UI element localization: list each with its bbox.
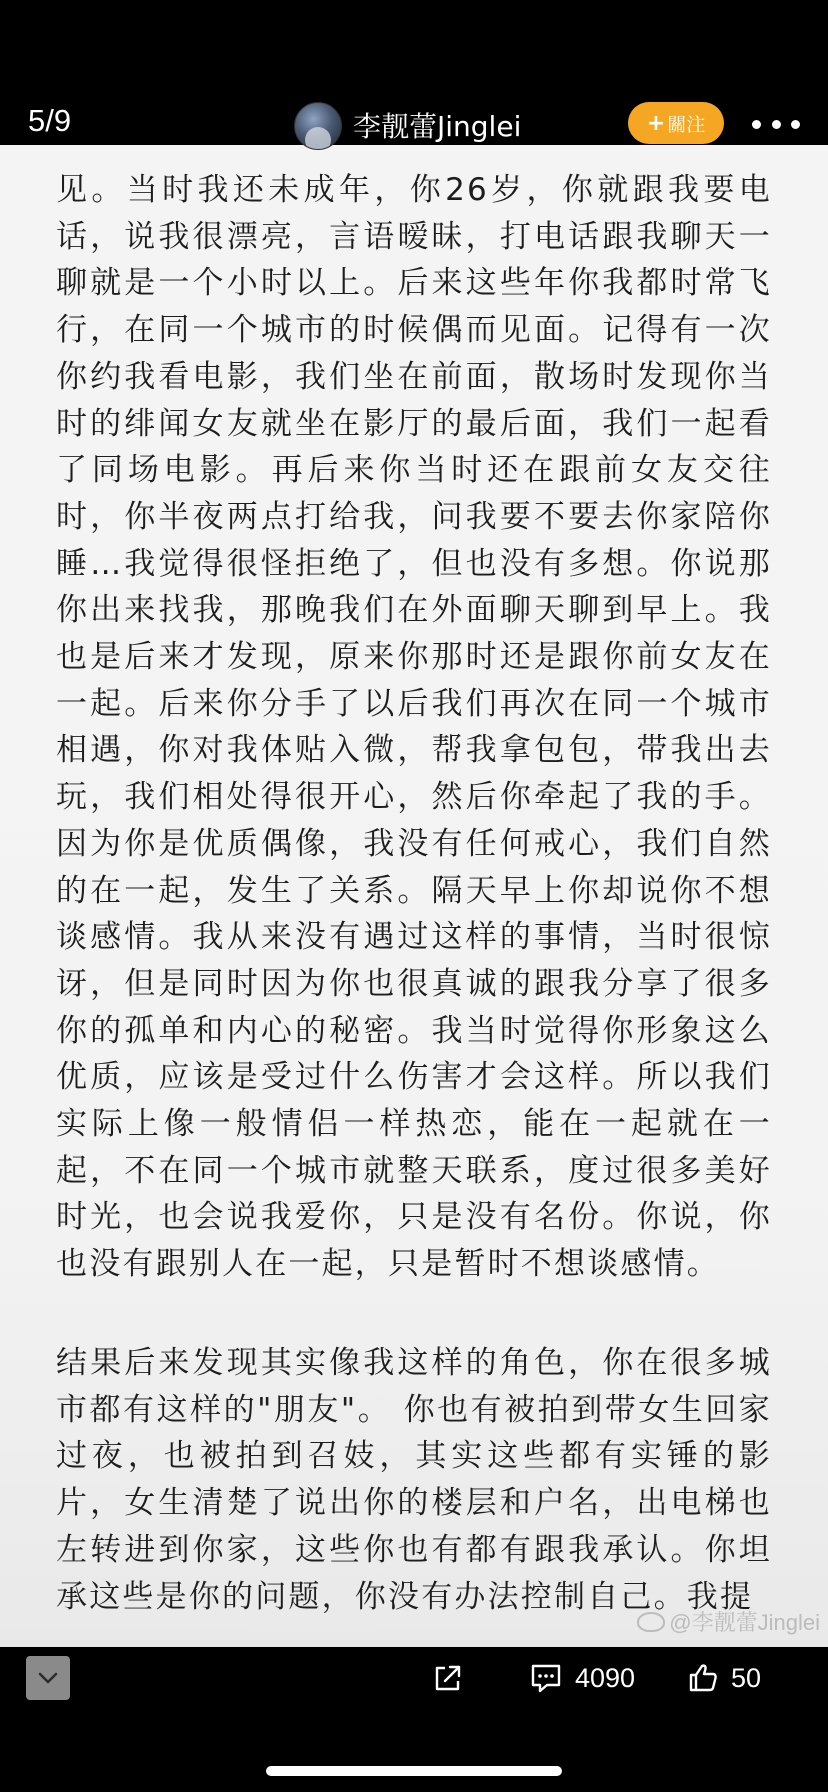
text-paragraph-1: 见。当时我还未成年，你26岁，你就跟我要电话，说我很漂亮，言语暧昧，打电话跟我聊天一聊就是一个小时以上。后来这些年你我都时常飞行，在同一个城市的时候偶而见面。记得有一次你约我看电影，我们坐在前面，散场时发现你当时的绯闻女友就坐在影厅的最后面，我们一起看了同场电影。再后来你当时还在跟前女友交往时，你半夜两点打给我，问我要不要去你家陪你睡…我觉得很怪拒绝了，但也没有多想。你说那你出来找我，那晚我们在外面聊天聊到早上。我也是后来才发现，原来你那时还是跟你前女友在一起。后来你分手了以后我们再次在同一个城市相遇，你对我体贴入微，帮我拿包包，带我出去玩，我们相处得很开心，然后你牵起了我的手。因为你是优质偶像，我没有任何戒心，我们自然的在一起，发生了关系。隔天早上你却说你不想谈感情。我从来没有遇过这样的事情，当时很惊讶，但是同时因为你也很真诚的跟我分享了很多你的孤单和内心的秘密。我当时觉得你形象这么优质，应该是受过什么伤害才会这样。所以我们实际上像一般情侣一样热恋，能在一起就在一起，不在同一个城市就整天联系，度过很多美好时光，也会说我爱你，只是没有名份。你说，你也没有跟别人在一起，只是暂时不想谈感情。 bbox=[56, 172, 772, 1283]
avatar[interactable] bbox=[294, 102, 342, 150]
post-image[interactable] bbox=[0, 145, 828, 1647]
more-dots-icon[interactable] bbox=[752, 112, 800, 136]
dot bbox=[772, 120, 781, 129]
watermark-text: @李靓蕾Jinglei bbox=[669, 1610, 820, 1635]
bottom-bar bbox=[0, 1647, 828, 1792]
image-counter: 5/9 bbox=[28, 103, 72, 138]
chevron-down-icon[interactable] bbox=[26, 1656, 70, 1700]
username[interactable]: 李靓蕾Jinglei bbox=[353, 110, 522, 143]
comment-button[interactable] bbox=[529, 1658, 635, 1698]
avatar-figure bbox=[305, 127, 331, 150]
like-button[interactable] bbox=[687, 1658, 761, 1698]
comment-count: 4090 bbox=[575, 1662, 636, 1693]
home-indicator[interactable] bbox=[266, 1766, 562, 1776]
dot bbox=[791, 120, 800, 129]
thumbs-up-icon bbox=[687, 1662, 719, 1694]
share-icon bbox=[432, 1662, 464, 1694]
weibo-logo-icon bbox=[637, 1612, 665, 1632]
watermark bbox=[637, 1606, 820, 1637]
dot bbox=[752, 120, 761, 129]
follow-label: 關注 bbox=[667, 113, 706, 136]
plus-icon: + bbox=[646, 110, 666, 136]
comment-icon bbox=[529, 1662, 563, 1694]
follow-button[interactable] bbox=[628, 102, 724, 144]
like-count: 50 bbox=[731, 1662, 762, 1693]
top-bar bbox=[0, 0, 828, 145]
text-paragraph-2: 结果后来发现其实像我这样的角色，你在很多城市都有这样的"朋友"。 你也有被拍到带女生回家过夜，也被拍到召妓，其实这些都有实锤的影片，女生清楚了说出你的楼层和户名，出电梯也左转进到你家，这些你也有都有跟我承认。你坦承这些是你的问题，你没有办法控制自己。我提 bbox=[56, 1345, 772, 1615]
share-button[interactable] bbox=[432, 1658, 464, 1698]
